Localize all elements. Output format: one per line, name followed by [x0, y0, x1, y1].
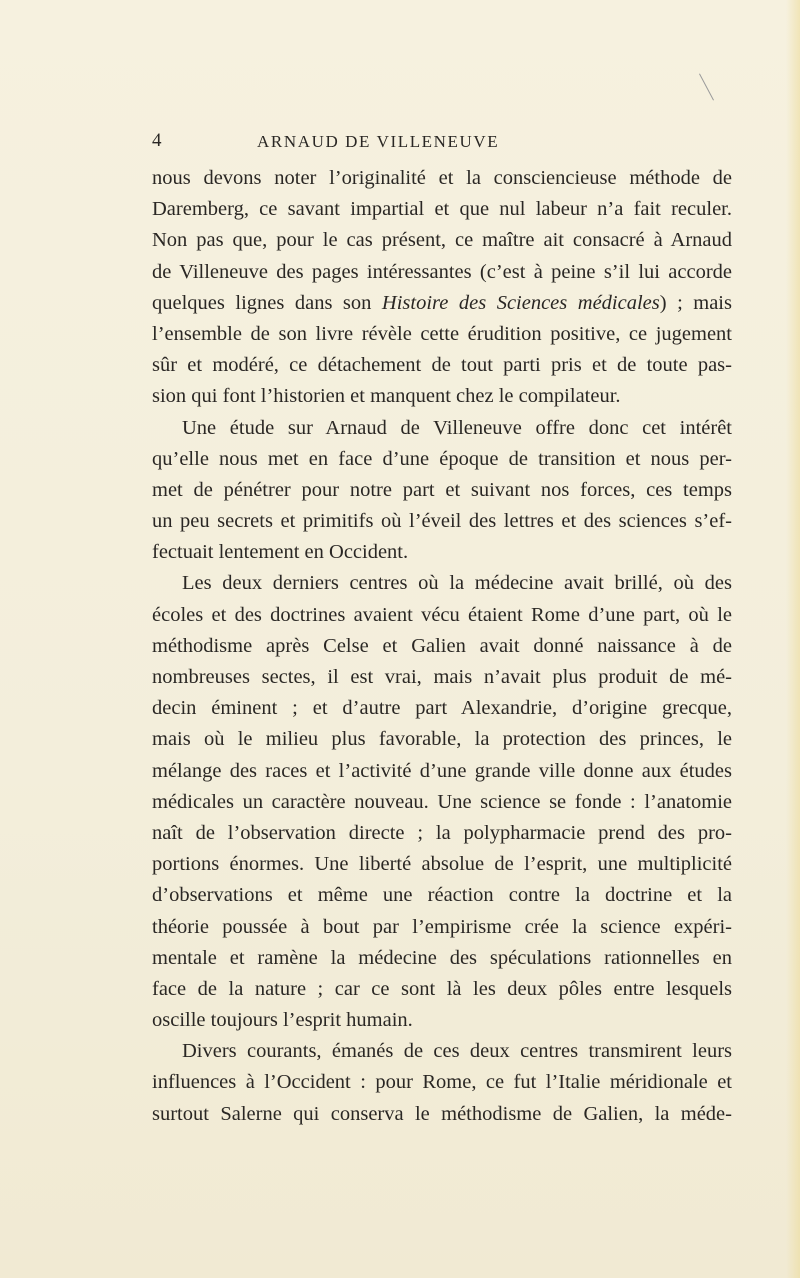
text-line: Une étude sur Arnaud de Villeneuve offre donc cet intérêt	[182, 416, 732, 439]
text-line: l’ensemble de son livre révèle cette érudition positive, ce jugement	[152, 322, 732, 345]
text-line: de Villeneuve des pages intéressantes (c’est à peine s’il lui accorde	[152, 260, 732, 283]
text-line: Daremberg, ce savant impartial et que nul labeur n’a fait reculer.	[152, 198, 732, 221]
text-line: oscille toujours l’esprit humain.	[152, 1009, 413, 1032]
text-line: Divers courants, émanés de ces deux centres transmirent leurs	[182, 1040, 732, 1063]
text-line: mais où le milieu plus favorable, la protection des princes, le	[152, 728, 732, 751]
text-line: sûr et modéré, ce détachement de tout parti pris et de toute pas-	[152, 354, 732, 377]
text-line: théorie poussée à bout par l’empirisme crée la science expéri-	[152, 915, 732, 938]
margin-mark	[699, 74, 714, 101]
text-line: surtout Salerne qui conserva le méthodisme de Galien, la méde-	[152, 1102, 732, 1125]
running-head-title: ARNAUD DE VILLENEUVE	[257, 132, 500, 151]
text-line: face de la nature ; car ce sont là les deux pôles entre lesquels	[152, 977, 732, 1000]
text-line: nous devons noter l’originalité et la consciencieuse méthode de	[152, 167, 732, 189]
text-line: decin éminent ; et d’autre part Alexandrie, d’origine grecque,	[152, 697, 732, 720]
text-line: met de pénétrer pour notre part et suivant nos forces, ces temps	[152, 478, 732, 501]
text-segment: quelques lignes dans son	[152, 291, 382, 314]
text-line: fectuait lentement en Occident.	[152, 541, 409, 564]
text-line: mélange des races et l’activité d’une grande ville donne aux études	[152, 759, 732, 782]
running-head	[152, 130, 800, 154]
page-edge-shadow	[786, 0, 800, 1278]
text-line: un peu secrets et primitifs où l’éveil des lettres et des sciences s’ef-	[152, 510, 732, 533]
page-number: 4	[152, 130, 162, 151]
text-line: méthodisme après Celse et Galien avait donné naissance à de	[152, 634, 732, 657]
book-title-italic: Histoire des Sciences médicales	[381, 291, 660, 314]
text-line	[152, 288, 732, 319]
text-line: médicales un caractère nouveau. Une science se fonde : l’anatomie	[152, 790, 732, 813]
body-text	[152, 163, 732, 1130]
text-segment: ) ; mais	[659, 291, 732, 314]
text-line: sion qui font l’historien et manquent chez le compilateur.	[152, 385, 621, 408]
text-line: d’observations et même une réaction contre la doctrine et la	[152, 884, 732, 907]
text-line: mentale et ramène la médecine des spéculations rationnelles en	[152, 946, 732, 969]
text-line: naît de l’observation directe ; la polypharmacie prend des pro-	[152, 821, 732, 844]
text-line: Non pas que, pour le cas présent, ce maître ait consacré à Arnaud	[152, 229, 732, 252]
text-line: influences à l’Occident : pour Rome, ce fut l’Italie méridionale et	[152, 1071, 732, 1094]
text-line: écoles et des doctrines avaient vécu étaient Rome d’une part, où le	[152, 603, 732, 626]
text-line: Les deux derniers centres où la médecine avait brillé, où des	[182, 572, 732, 595]
text-line: portions énormes. Une liberté absolue de l’esprit, une multiplicité	[152, 853, 732, 876]
text-line: qu’elle nous met en face d’une époque de transition et nous per-	[152, 447, 732, 470]
text-line: nombreuses sectes, il est vrai, mais n’avait plus produit de mé-	[152, 666, 732, 688]
